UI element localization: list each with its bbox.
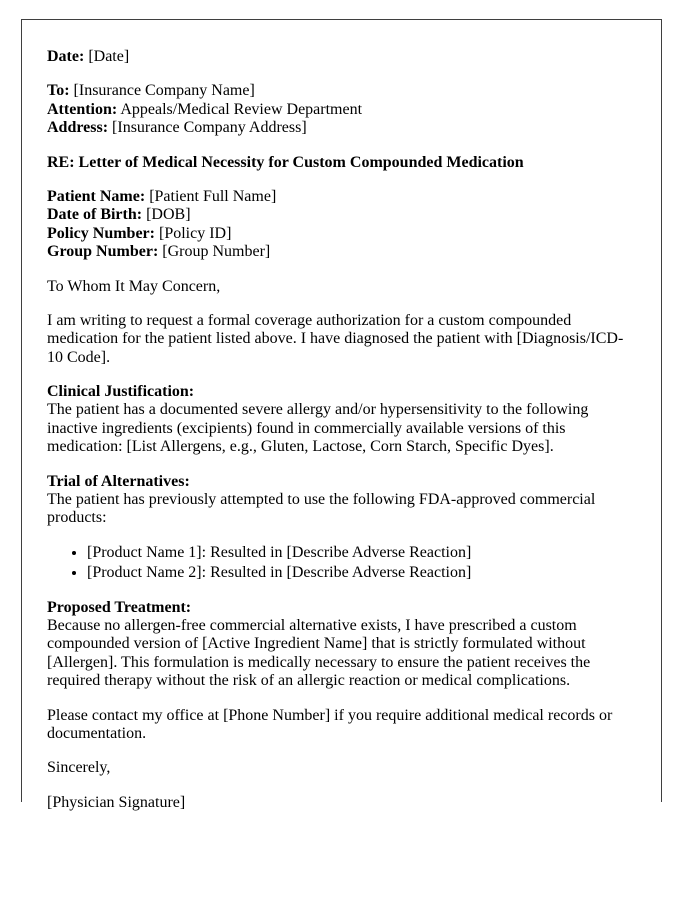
clinical-justification-heading: Clinical Justification:	[47, 383, 195, 401]
policy-number-value: [Policy ID]	[158, 224, 232, 242]
salutation: To Whom It May Concern,	[47, 277, 221, 295]
patient-name-line	[47, 188, 636, 206]
patient-name-label: Patient Name:	[47, 187, 146, 205]
dob-value: [DOB]	[146, 206, 191, 224]
group-number-line	[47, 243, 636, 261]
to-value: [Insurance Company Name]	[73, 82, 255, 100]
patient-info-block	[47, 188, 636, 262]
attention-label: Attention:	[47, 100, 118, 118]
intro-paragraph: I am writing to request a formal coverage authorization for a custom compounded medication for the patient listed above. I have diagnosed the patient with [Diagnosis/ICD-10 Code].	[47, 311, 624, 366]
attention-line	[47, 101, 636, 119]
product-trial-list	[47, 544, 636, 583]
address-line	[47, 119, 636, 137]
dob-line	[47, 206, 636, 224]
subject-text: RE: Letter of Medical Necessity for Custom Compounded Medication	[47, 153, 524, 171]
list-item: • [Product Name 1]: Resulted in [Describe Adverse Reaction]	[87, 544, 636, 562]
group-number-label: Group Number:	[47, 243, 159, 261]
subject-line	[47, 154, 636, 172]
trial-of-alternatives-heading: Trial of Alternatives:	[47, 472, 190, 490]
dob-label: Date of Birth:	[47, 206, 143, 224]
date-value: [Date]	[88, 48, 130, 65]
policy-number-line	[47, 225, 636, 243]
signature-placeholder: [Physician Signature]	[47, 793, 186, 811]
date-line	[47, 48, 636, 66]
to-line	[47, 82, 636, 100]
patient-name-value: [Patient Full Name]	[149, 187, 277, 205]
contact-paragraph: Please contact my office at [Phone Number] if you require additional medical records or documentation.	[47, 706, 613, 742]
proposed-treatment-heading: Proposed Treatment:	[47, 598, 192, 616]
trial-of-alternatives-section	[47, 473, 636, 528]
clinical-justification-body: The patient has a documented severe allergy and/or hypersensitivity to the following inactive ingredients (excipients) found in commercially available versions of this medication: [List Allergens, e.g., Gluten, Lactose, Corn Starch, Specific Dyes].	[47, 401, 589, 456]
attention-value: Appeals/Medical Review Department	[120, 100, 363, 118]
letter-frame	[21, 19, 662, 811]
group-number-value: [Group Number]	[162, 243, 271, 261]
proposed-treatment-body: Because no allergen-free commercial alternative exists, I have prescribed a custom compounded version of [Active Ingredient Name] that is strictly formulated without [Allergen]. This formulation is medically necessary to ensure the patient receives the required therapy without the risk of an allergic reaction or medical complications.	[47, 616, 591, 690]
to-label: To:	[47, 82, 70, 100]
trial-of-alternatives-body: The patient has previously attempted to use the following FDA-approved commercial products:	[47, 491, 596, 527]
list-item: • [Product Name 2]: Resulted in [Describe Adverse Reaction]	[87, 564, 636, 582]
policy-number-label: Policy Number:	[47, 224, 155, 242]
address-value: [Insurance Company Address]	[112, 119, 307, 137]
clinical-justification-section	[47, 383, 636, 457]
date-label: Date:	[47, 48, 85, 65]
closing: Sincerely,	[47, 759, 111, 777]
address-label: Address:	[47, 119, 109, 137]
recipient-block	[47, 82, 636, 137]
proposed-treatment-section	[47, 599, 636, 691]
